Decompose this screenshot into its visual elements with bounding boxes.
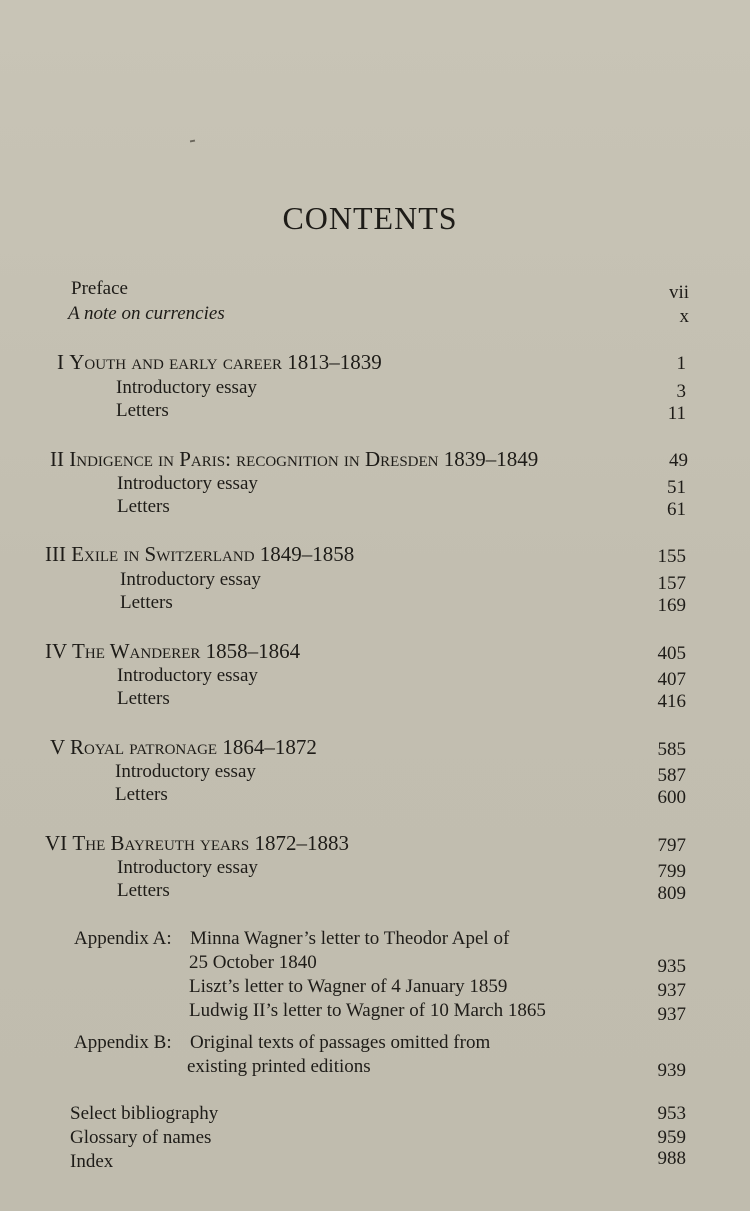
part-numeral: IV: [45, 639, 67, 663]
part-title: Exile in Switzerland 1849–1858: [71, 542, 355, 566]
essay-label: Introductory essay: [116, 377, 257, 398]
letters-label: Letters: [117, 880, 170, 901]
letters-page: 61: [667, 499, 686, 520]
preface-page: vii: [668, 282, 689, 303]
part-page: 49: [669, 450, 688, 471]
appendix-b-line1: Original texts of passages omitted from: [190, 1032, 491, 1053]
part-numeral: I: [57, 350, 64, 374]
glossary-label: Glossary of names: [70, 1127, 212, 1148]
letters-label: Letters: [116, 400, 169, 421]
letters-label: Letters: [117, 688, 170, 709]
part-page: 1: [676, 353, 686, 374]
part-numeral: V: [50, 735, 65, 759]
part-heading: [45, 831, 349, 856]
part-page: 405: [657, 643, 686, 664]
part-heading: [50, 447, 538, 472]
appendix-a-item1-page: 935: [657, 956, 686, 977]
appendix-a-item1-line1: Minna Wagner’s letter to Theodor Apel of: [190, 928, 510, 949]
appendix-a-item2-page: 937: [657, 980, 686, 1001]
preface-label: Preface: [71, 278, 128, 299]
index-label: Index: [70, 1151, 114, 1172]
letters-label: Letters: [115, 784, 168, 805]
page-title: CONTENTS: [282, 200, 458, 236]
part-page: 585: [657, 739, 686, 760]
letters-page: 416: [657, 691, 686, 712]
letters-label: Letters: [117, 496, 170, 517]
essay-label: Introductory essay: [117, 473, 258, 494]
essay-page: 587: [657, 765, 686, 786]
part-page: 797: [657, 835, 686, 856]
part-title: Youth and early career 1813–1839: [69, 350, 382, 374]
essay-label: Introductory essay: [120, 569, 261, 590]
part-title: Indigence in Paris: recognition in Dresden 1839–1849: [69, 447, 539, 471]
index-page: 988: [657, 1148, 686, 1169]
essay-label: Introductory essay: [115, 761, 256, 782]
glossary-page: 959: [657, 1127, 686, 1148]
bibliography-label: Select bibliography: [70, 1103, 219, 1124]
appendix-a-item3-page: 937: [657, 1004, 686, 1025]
essay-page: 157: [657, 573, 686, 594]
essay-page: 799: [657, 861, 686, 882]
part-numeral: VI: [45, 831, 68, 855]
letters-label: Letters: [120, 592, 173, 613]
appendix-b-page: 939: [657, 1060, 686, 1081]
essay-page: 51: [667, 477, 686, 498]
letters-page: 600: [657, 787, 686, 808]
letters-page: 169: [657, 595, 686, 616]
part-numeral: III: [45, 542, 66, 566]
essay-page: 3: [676, 381, 686, 402]
appendix-a-item2: Liszt’s letter to Wagner of 4 January 1859: [189, 976, 508, 997]
part-heading: [45, 639, 300, 664]
part-title: Royal patronage 1864–1872: [70, 735, 317, 759]
essay-label: Introductory essay: [117, 857, 258, 878]
part-heading: [50, 735, 317, 760]
essay-page: 407: [657, 669, 686, 690]
part-title: The Wanderer 1858–1864: [72, 639, 301, 663]
appendix-b-line2: existing printed editions: [187, 1056, 371, 1077]
bibliography-page: 953: [657, 1103, 686, 1124]
part-title: The Bayreuth years 1872–1883: [72, 831, 349, 855]
letters-page: 809: [657, 883, 686, 904]
part-heading: [45, 542, 354, 567]
part-numeral: II: [50, 447, 64, 471]
note-page: x: [679, 306, 689, 327]
essay-label: Introductory essay: [117, 665, 258, 686]
letters-page: 11: [667, 403, 686, 424]
appendix-b-label: Appendix B:: [74, 1032, 172, 1053]
appendix-a-item3: Ludwig II’s letter to Wagner of 10 March 1865: [189, 1000, 546, 1021]
part-heading: [57, 350, 382, 375]
appendix-a-item1-line2: 25 October 1840: [189, 952, 317, 973]
note-label: A note on currencies: [68, 303, 225, 324]
appendix-a-label: Appendix A:: [74, 928, 172, 949]
part-page: 155: [657, 546, 686, 567]
paper-speck: [190, 140, 195, 143]
